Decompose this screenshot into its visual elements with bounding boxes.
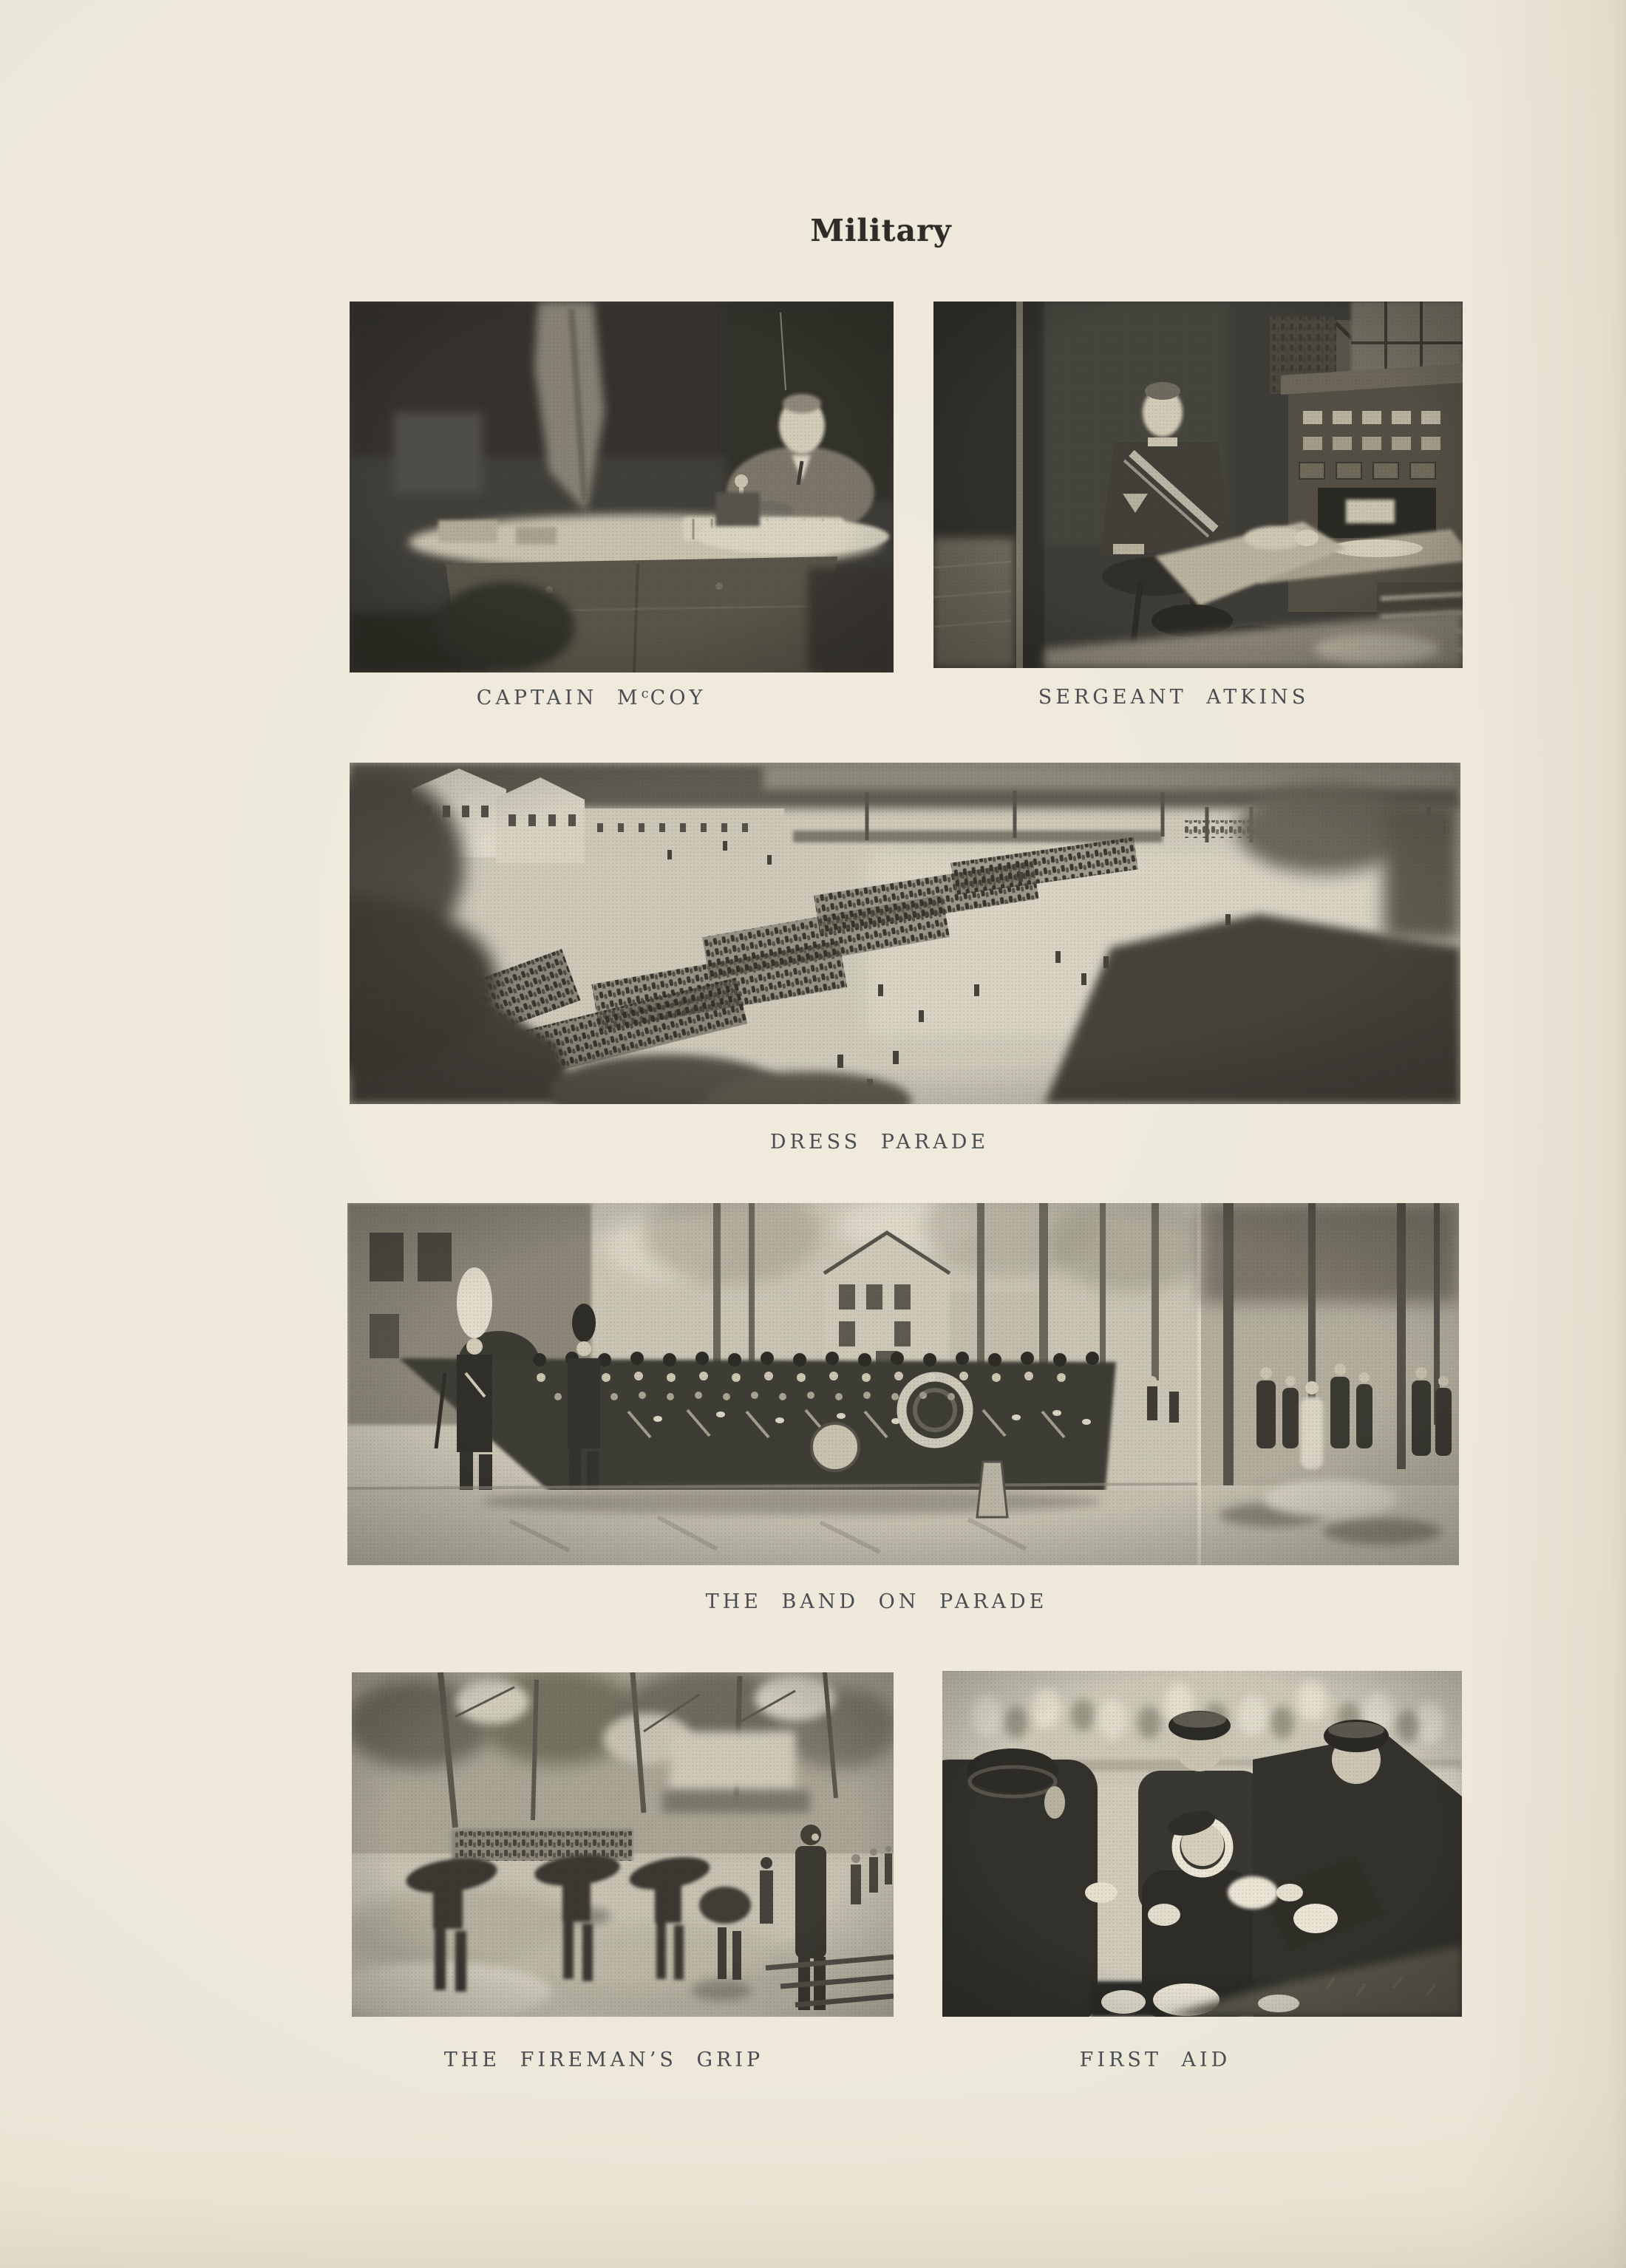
page-title: Military (810, 213, 952, 248)
photo-sergeant-atkins (933, 302, 1463, 668)
photo-dress-parade (350, 763, 1460, 1104)
photo-captain-mccoy-illustration (350, 302, 894, 672)
caption-first-aid: FIRST AID (1079, 2049, 1231, 2071)
caption-firemans-grip: THE FIREMAN’S GRIP (443, 2049, 764, 2071)
photo-band-on-parade-illustration (347, 1203, 1459, 1565)
photo-captain-mccoy (350, 302, 894, 672)
photo-band-on-parade (347, 1203, 1459, 1565)
photo-first-aid-illustration (942, 1671, 1462, 2017)
caption-captain-mccoy: CAPTAIN $M^cCOY$ (476, 686, 707, 709)
photo-sergeant-atkins-illustration (933, 302, 1463, 668)
photo-firemans-grip (352, 1672, 894, 2017)
caption-dress-parade: DRESS PARADE (769, 1131, 990, 1154)
caption-sergeant-atkins: SERGEANT ATKINS (1038, 686, 1310, 709)
caption-band-on-parade: THE BAND ON PARADE (705, 1590, 1048, 1613)
photo-firemans-grip-illustration (352, 1672, 894, 2017)
photo-first-aid (942, 1671, 1462, 2017)
photo-dress-parade-illustration (350, 763, 1460, 1104)
